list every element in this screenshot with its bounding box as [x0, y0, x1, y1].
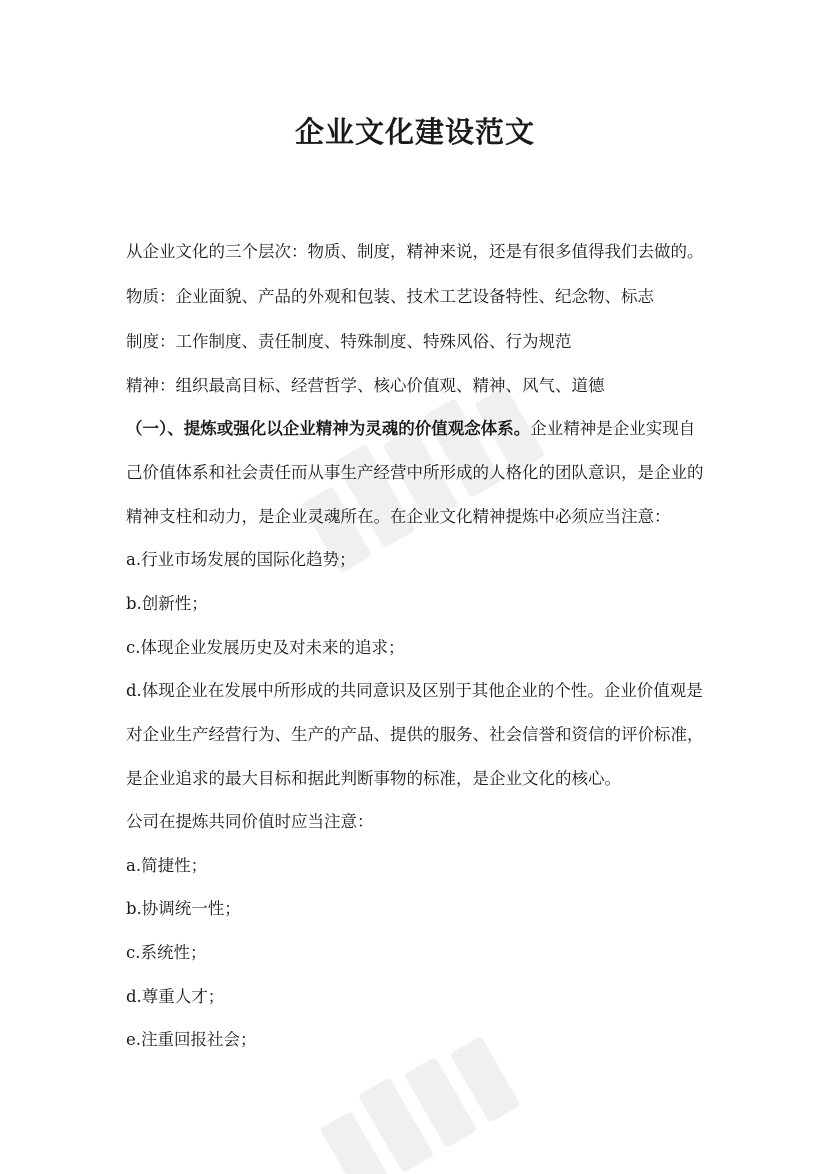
paragraph-line: 公司在提炼共同价值时应当注意： — [126, 812, 374, 831]
list-item: d.体现企业在发展中所形成的共同意识及区别于其他企业的个性。企业价值观是 — [126, 681, 703, 700]
paragraph-line: 精神：组织最高目标、经营哲学、核心价值观、精神、风气、道德 — [126, 376, 605, 395]
list-item: a.简捷性； — [126, 856, 208, 875]
paragraph-line: 物质：企业面貌、产品的外观和包装、技术工艺设备特性、纪念物、标志 — [126, 287, 654, 306]
list-item: a.行业市场发展的国际化趋势； — [126, 550, 356, 569]
list-item: b.协调统一性； — [126, 899, 241, 918]
list-item: c.系统性； — [126, 943, 207, 962]
paragraph-line: 对企业生产经营行为、生产的产品、提供的服务、社会信誉和资信的评价标准， — [126, 725, 704, 744]
list-item: e.注重回报社会； — [126, 1030, 257, 1049]
paragraph-line: 是企业追求的最大目标和据此判断事物的标准，是企业文化的核心。 — [126, 769, 621, 788]
list-item: d.尊重人才； — [126, 987, 225, 1006]
paragraph-line: 精神支柱和动力，是企业灵魂所在。在企业文化精神提炼中必须应当注意： — [126, 507, 671, 526]
list-item: c.体现企业发展历史及对未来的追求； — [126, 638, 405, 657]
paragraph-text: 企业精神是企业实现自 — [530, 419, 696, 438]
page-title: 企业文化建设范文 — [294, 115, 535, 149]
section-heading-line — [126, 417, 695, 441]
list-item: b.创新性； — [126, 594, 208, 613]
section-heading: （一）、提炼或强化以企业精神为灵魂的价值观念体系。 — [126, 419, 531, 438]
paragraph-line: 从企业文化的三个层次：物质、制度，精神来说，还是有很多值得我们去做的。 — [126, 242, 704, 261]
paragraph-line: 制度：工作制度、责任制度、特殊制度、特殊风俗、行为规范 — [126, 332, 572, 351]
paragraph-line: 己价值体系和社会责任而从事生产经营中所形成的人格化的团队意识，是企业的 — [126, 463, 704, 482]
